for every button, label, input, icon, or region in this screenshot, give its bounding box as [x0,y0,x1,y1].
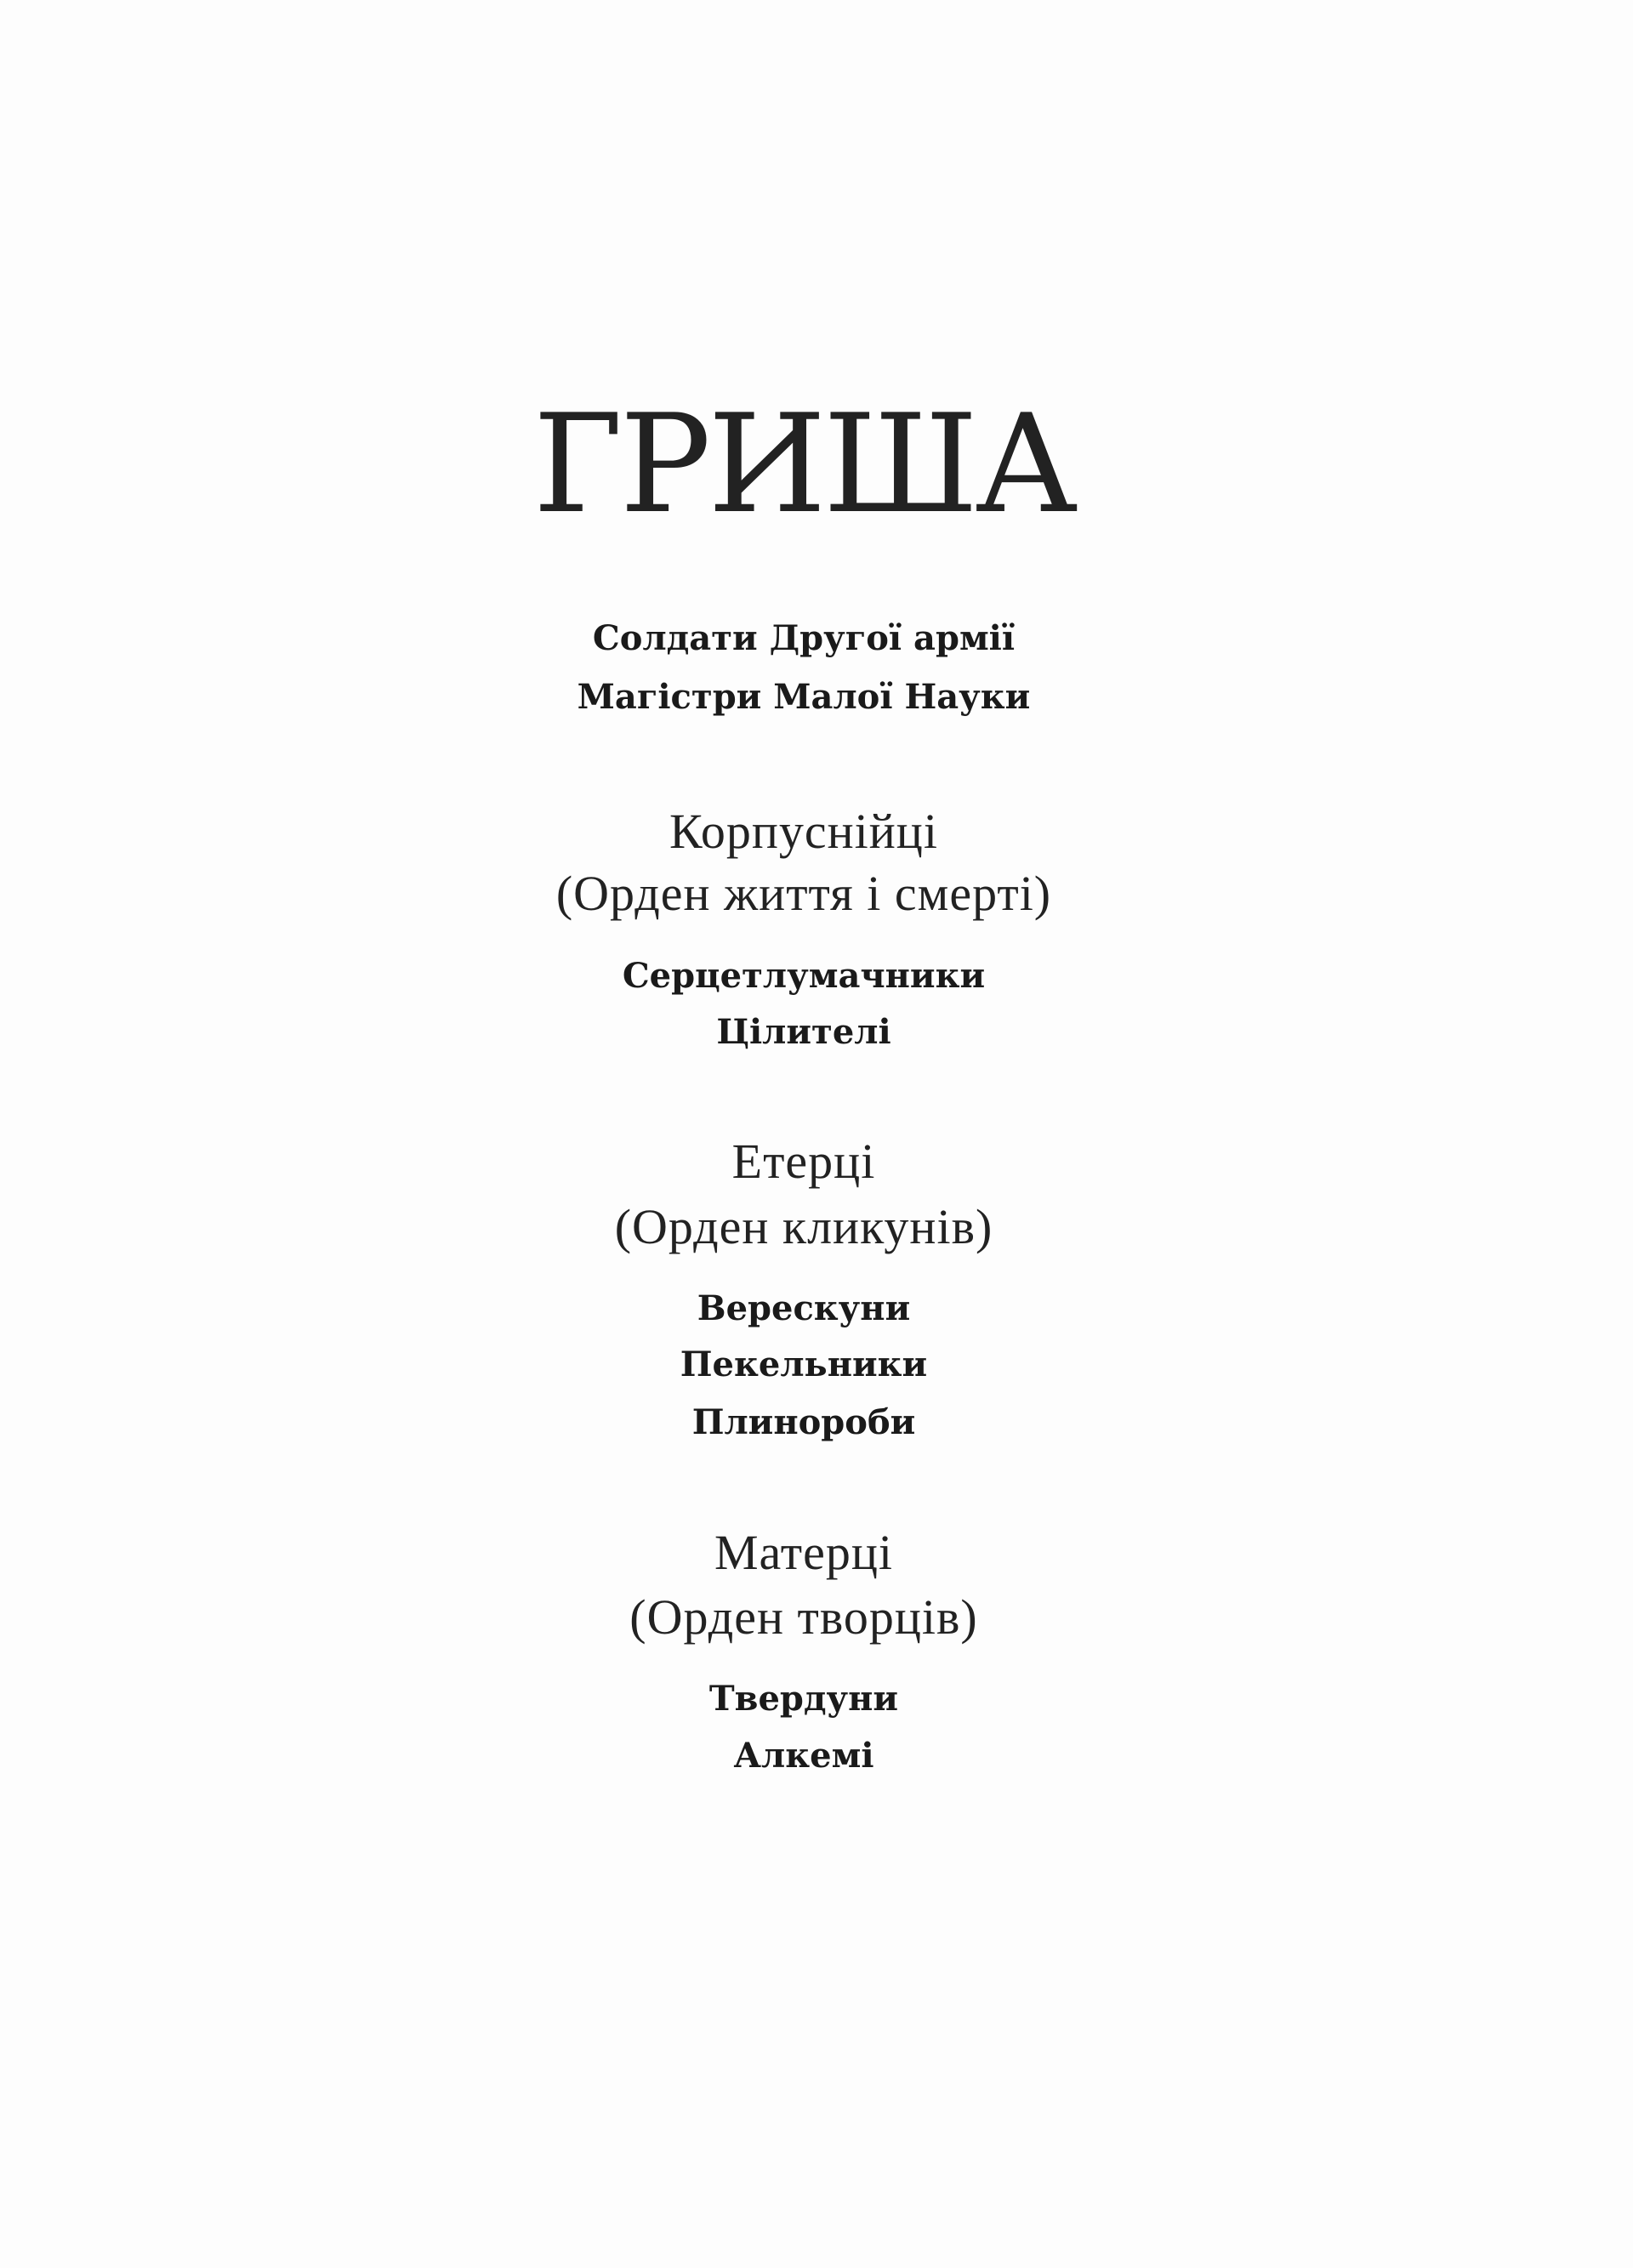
page-title: ГРИША [532,384,1075,543]
order-member: Верескуни [697,1288,911,1328]
order-member: Алкемі [733,1736,874,1776]
order-subtitle: (Орден життя і смерті) [555,866,1052,921]
intro-line: Магістри Малої Науки [577,677,1031,717]
order-name: Матерці [714,1525,894,1580]
order-subtitle: (Орден творців) [629,1589,978,1645]
order-subtitle: (Орден кликунів) [614,1199,993,1254]
order-name: Етерці [731,1134,876,1189]
intro-line: Солдати Другої армії [592,618,1016,658]
order-member: Цілителі [716,1012,891,1052]
order-name: Корпуснійці [669,804,938,859]
order-member: Пекельники [680,1344,928,1384]
order-member: Серцетлумачники [622,956,986,996]
order-member: Твердуни [708,1679,899,1719]
order-member: Плинороби [691,1402,916,1442]
